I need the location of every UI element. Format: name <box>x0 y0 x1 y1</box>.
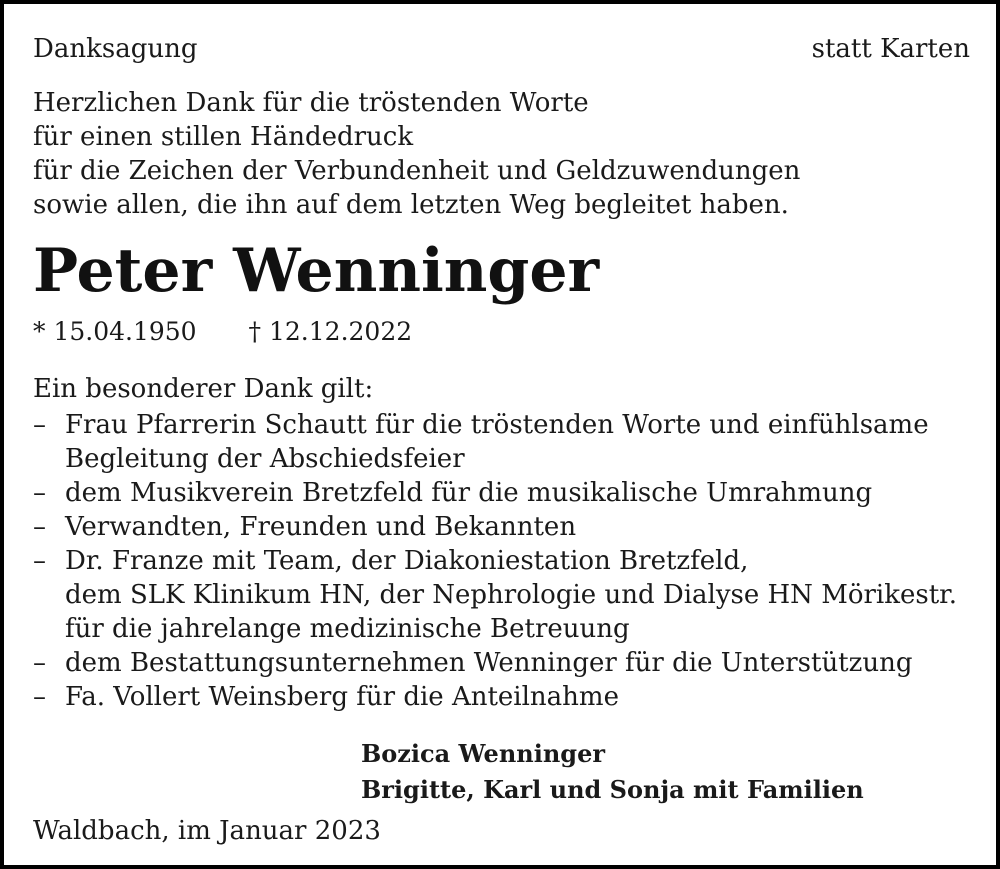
deceased-name: Peter Wenninger <box>33 236 600 306</box>
list-item <box>33 510 957 544</box>
intro-text <box>33 86 800 222</box>
list-item-line: Dr. Franze mit Team, der Diakoniestation Bretzfeld, <box>65 546 749 576</box>
list-item <box>33 476 957 510</box>
thanks-title: Ein besonderer Dank gilt: <box>33 374 374 404</box>
place-date: Waldbach, im Januar 2023 <box>33 816 381 846</box>
dash-bullet: – <box>33 512 46 542</box>
notice-type-label: Danksagung <box>33 34 198 64</box>
signatory: Bozica Wenninger <box>361 739 605 768</box>
list-item-line: Begleitung der Abschiedsfeier <box>65 444 465 474</box>
list-item <box>33 408 957 476</box>
death-date: † 12.12.2022 <box>248 317 413 346</box>
dash-bullet: – <box>33 546 46 576</box>
list-item-line: Frau Pfarrerin Schautt für die tröstenden Worte und einfühlsame <box>65 410 929 440</box>
dash-bullet: – <box>33 682 46 712</box>
list-item-line: dem Musikverein Bretzfeld für die musikalische Umrahmung <box>65 478 873 508</box>
obituary-notice <box>4 4 996 865</box>
list-item-line: dem Bestattungsunternehmen Wenninger für die Unterstützung <box>65 648 913 678</box>
intro-line: Herzlichen Dank für die tröstenden Worte <box>33 88 589 118</box>
dash-bullet: – <box>33 648 46 678</box>
list-item-line: dem SLK Klinikum HN, der Nephrologie und Dialyse HN Mörikestr. <box>65 580 957 610</box>
thanks-list <box>33 408 957 714</box>
intro-line: für einen stillen Händedruck <box>33 122 414 152</box>
birth-date: * 15.04.1950 <box>33 317 197 346</box>
list-item-line: für die jahrelange medizinische Betreuung <box>65 614 630 644</box>
intro-line: für die Zeichen der Verbundenheit und Geldzuwendungen <box>33 156 801 186</box>
list-item <box>33 646 957 680</box>
statt-karten-label: statt Karten <box>811 34 970 64</box>
signatory: Brigitte, Karl und Sonja mit Familien <box>361 775 864 804</box>
list-item <box>33 680 957 714</box>
signatories <box>361 736 864 808</box>
dash-bullet: – <box>33 410 46 440</box>
list-item-line: Fa. Vollert Weinsberg für die Anteilnahme <box>65 682 619 712</box>
life-dates <box>33 317 412 346</box>
dash-bullet: – <box>33 478 46 508</box>
list-item <box>33 544 957 646</box>
list-item-line: Verwandten, Freunden und Bekannten <box>65 512 577 542</box>
intro-line: sowie allen, die ihn auf dem letzten Weg begleitet haben. <box>33 190 789 220</box>
